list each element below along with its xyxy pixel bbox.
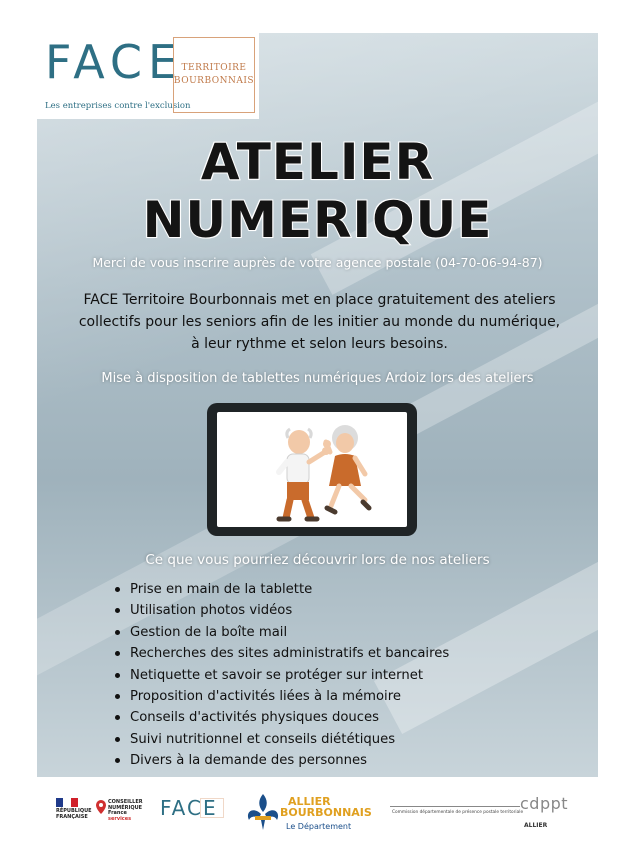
allier-line2: BOURBONNAIS xyxy=(280,806,372,819)
fleur-de-lis-icon xyxy=(246,792,280,832)
republique-francaise-logo xyxy=(56,798,90,820)
territoire-line1: TERRITOIRE xyxy=(181,63,247,73)
partner-logos-footer xyxy=(0,780,630,850)
list-item: Suivi nutritionnel et conseils diététiques xyxy=(113,729,449,750)
inscription-note: Merci de vous inscrire auprès de votre agence postale (04-70-06-94-87) xyxy=(92,255,543,270)
list-item: Utilisation photos vidéos xyxy=(113,600,449,621)
face-logo-word: FACE xyxy=(45,35,184,89)
title-line2: NUMERIQUE xyxy=(142,191,493,249)
rf-line1: RÉPUBLIQUE xyxy=(56,808,92,814)
cdppt-line xyxy=(390,806,520,807)
intro-line: à leur rythme et selon leurs besoins. xyxy=(191,336,448,352)
cdppt-description: Commission départementale de présence postale territoriale xyxy=(392,810,524,815)
cn-line3: France xyxy=(108,810,127,816)
cdppt-logo xyxy=(390,794,590,834)
list-item: Conseils d'activités physiques douces xyxy=(113,707,449,728)
territoire-logo xyxy=(173,37,255,113)
cdppt-wordmark: cdppt xyxy=(520,794,569,813)
tablet-illustration xyxy=(207,403,417,536)
french-flag-icon xyxy=(56,798,78,807)
cdppt-allier: ALLIER xyxy=(524,822,548,829)
footer-face-logo: FACE xyxy=(160,796,218,820)
list-item: Netiquette et savoir se protéger sur internet xyxy=(113,665,449,686)
list-item: Recherches des sites administratifs et bancaires xyxy=(113,643,449,664)
tablet-screen xyxy=(217,412,407,527)
intro-line: collectifs pour les seniors afin de les initier au monde du numérique, xyxy=(78,314,561,330)
cn-line4: services xyxy=(108,815,132,822)
cn-line1: CONSEILLER xyxy=(108,799,143,805)
cn-line2: NUMÉRIQUE xyxy=(108,804,143,811)
tablets-note: Mise à disposition de tablettes numériques Ardoiz lors des ateliers xyxy=(101,371,534,386)
allier-line1: ALLIER xyxy=(288,795,331,808)
conseiller-numerique-logo xyxy=(96,800,143,822)
seniors-dancing-illustration xyxy=(217,412,407,527)
intro-line: FACE Territoire Bourbonnais met en place gratuitement des ateliers xyxy=(83,292,556,308)
list-item: Gestion de la boîte mail xyxy=(113,622,449,643)
list-item: Prise en main de la tablette xyxy=(113,579,449,600)
location-pin-icon xyxy=(96,800,106,814)
intro-text xyxy=(47,289,592,355)
title-line1: ATELIER xyxy=(200,133,435,191)
face-logo-tagline: Les entreprises contre l'exclusion xyxy=(45,101,191,111)
list-item: Proposition d'activités liées à la mémoire xyxy=(113,686,449,707)
topics-list xyxy=(113,579,449,772)
senior-woman-figure xyxy=(323,425,369,512)
senior-man-figure xyxy=(279,429,330,519)
list-item: Divers à la demande des personnes xyxy=(113,750,449,771)
discover-heading: Ce que vous pourriez découvrir lors de nos ateliers xyxy=(145,552,490,568)
face-logo xyxy=(37,33,259,119)
territoire-line2: BOURBONNAIS xyxy=(173,76,255,86)
allier-departement: Le Département xyxy=(286,822,352,831)
footer-face-box xyxy=(200,798,224,818)
flyer-poster xyxy=(37,33,598,777)
rf-line2: FRANÇAISE xyxy=(56,813,88,820)
allier-bourbonnais-logo xyxy=(246,792,386,838)
